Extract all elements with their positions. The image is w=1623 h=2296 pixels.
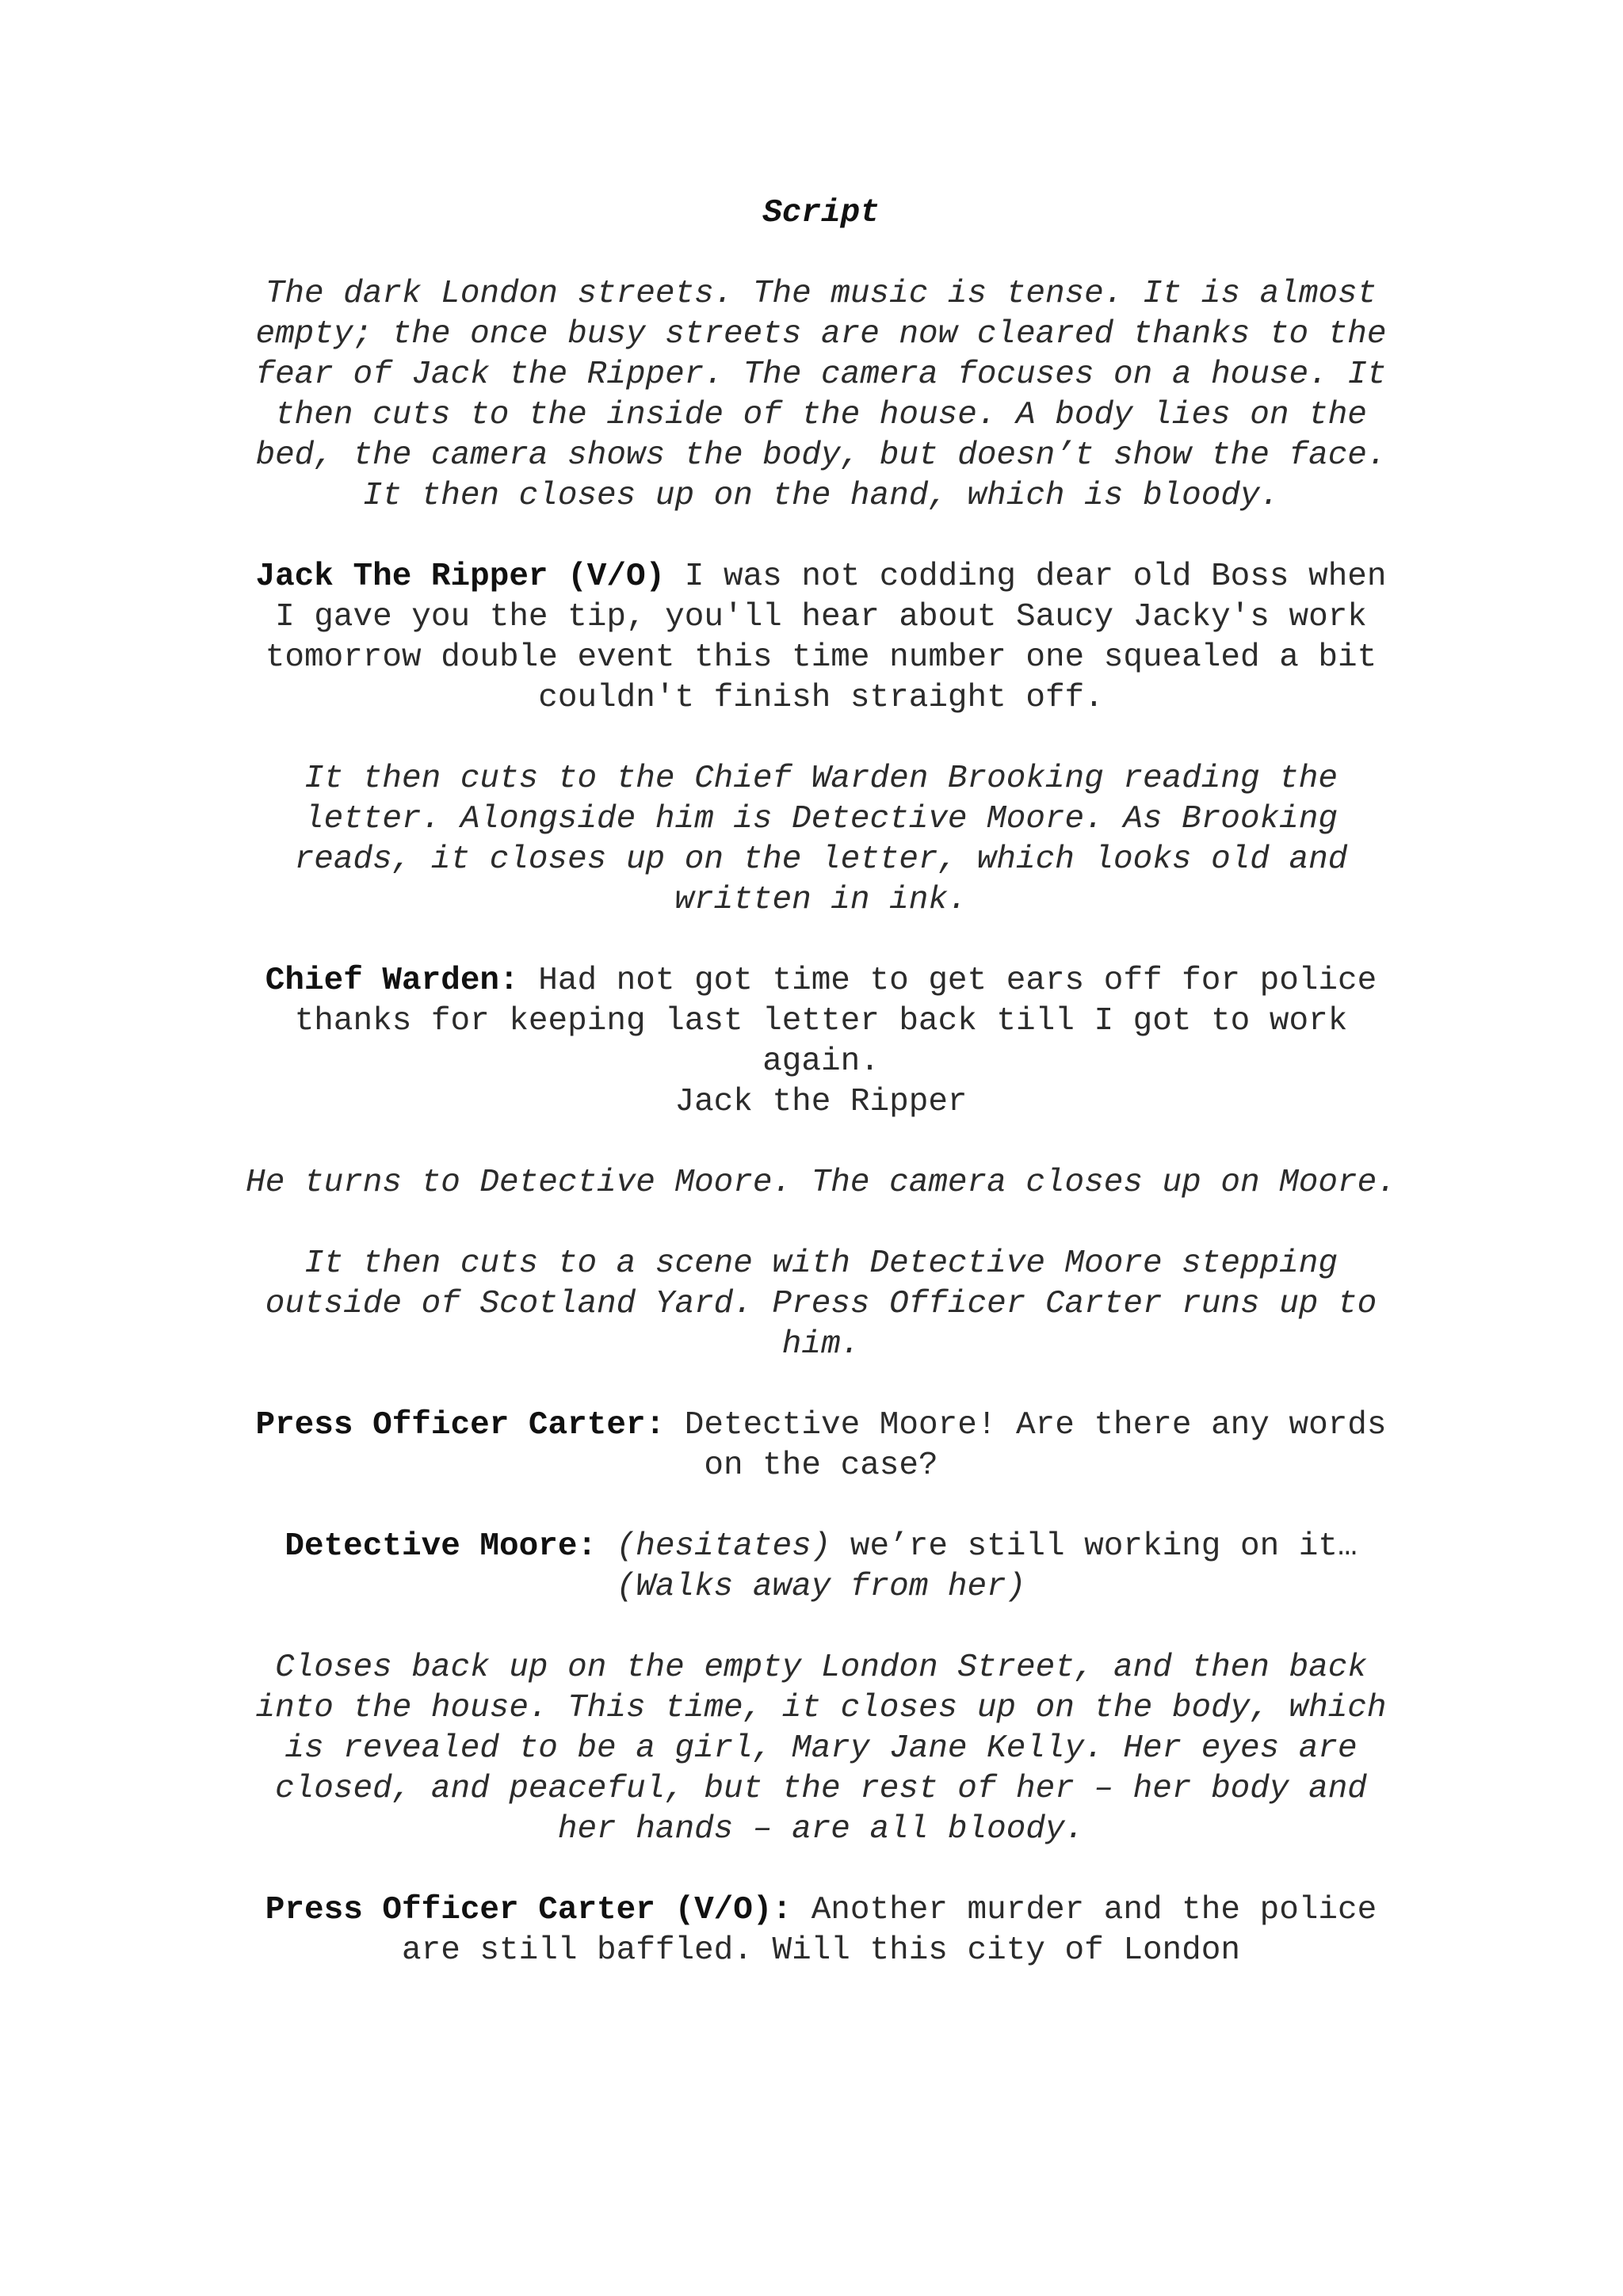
speaker-name: Press Officer Carter:	[255, 1407, 666, 1444]
dialogue-text: Had not got time to get ears off for police thanks for keeping last letter back till I got to work again.	[294, 963, 1377, 1080]
speaker-name: Chief Warden:	[265, 963, 519, 999]
dialogue-press-officer-carter-vo	[242, 1890, 1400, 1971]
dialogue-text: I was not codding dear old Boss when I gave you the tip, you'll hear about Saucy Jacky's work tomorrow double event this time number one squealed a bit couldn't finish straight off.	[265, 559, 1387, 716]
dialogue-detective-moore	[242, 1527, 1400, 1608]
speaker-name: Press Officer Carter (V/O):	[265, 1892, 792, 1928]
dialogue-text: Another murder and the police are still baffled. Will this city of London	[402, 1892, 1377, 1969]
dialogue-text: Detective Moore! Are there any words on the case?	[665, 1407, 1387, 1484]
stage-direction-scotland-yard: It then cuts to a scene with Detective Moore stepping outside of Scotland Yard. Press Officer Carter runs up to him.	[265, 1245, 1377, 1363]
stage-direction-turns: He turns to Detective Moore. The camera closes up on Moore.	[246, 1165, 1396, 1201]
dialogue-jack-the-ripper	[242, 557, 1400, 719]
page-title: Script	[762, 195, 880, 231]
speaker-name: Jack The Ripper (V/O)	[255, 559, 666, 595]
dialogue-chief-warden	[242, 961, 1400, 1123]
stage-direction-letter: It then cuts to the Chief Warden Brooking reading the letter. Alongside him is Detective Moore. As Brooking reads, it closes up on the letter, which looks old and written in ink.	[294, 761, 1348, 918]
parenthetical: (hesitates)	[597, 1528, 831, 1565]
speaker-name: Detective Moore:	[285, 1528, 598, 1565]
stage-direction-reveal: Closes back up on the empty London Street, and then back into the house. This time, it closes up on the body, which is revealed to be a girl, Mary Jane Kelly. Her eyes are closed, and peaceful, but the rest of her – her body and her hands – are all bloody.	[255, 1650, 1387, 1848]
letter-signature: Jack the Ripper	[674, 1084, 968, 1120]
parenthetical: (Walks away from her)	[616, 1569, 1026, 1605]
script-body	[242, 193, 1400, 1971]
dialogue-press-officer-carter	[242, 1405, 1400, 1486]
dialogue-text: we’re still working on it…	[831, 1528, 1358, 1565]
stage-direction-opening: The dark London streets. The music is tense. It is almost empty; the once busy streets are now cleared thanks to the fear of Jack the Ripper. The camera focuses on a house. It then cuts to the inside of the house. A body lies on the bed, the camera shows the body, but doesn’t show the face. It then closes up on the hand, which is bloody.	[255, 276, 1387, 514]
